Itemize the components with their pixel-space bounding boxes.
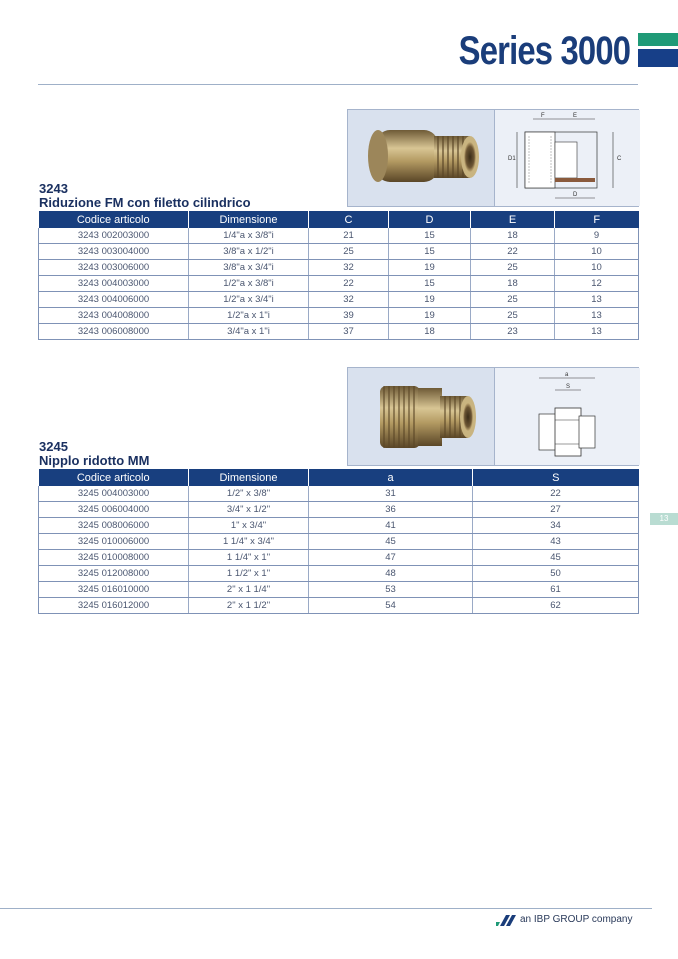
- table-cell: 34: [473, 518, 639, 534]
- table-cell: 1 1/2" x 1": [189, 566, 309, 582]
- table-cell: 41: [309, 518, 473, 534]
- table-cell: 23: [471, 324, 555, 340]
- table-row: [39, 292, 639, 308]
- table-cell: 3245 006004000: [39, 502, 189, 518]
- table-cell: 1" x 3/4": [189, 518, 309, 534]
- table-cell: 19: [389, 260, 471, 276]
- table-cell: 3/4"a x 1"i: [189, 324, 309, 340]
- table-row: [39, 276, 639, 292]
- table-cell: 27: [473, 502, 639, 518]
- dim-label-f: F: [541, 113, 545, 119]
- table-cell: 2" x 1 1/4": [189, 582, 309, 598]
- product-code-3245: 3245: [39, 439, 68, 454]
- product-photo-3245: [348, 368, 494, 465]
- product-name-3243: Riduzione FM con filetto cilindrico: [39, 195, 251, 210]
- table-cell: 3243 004003000: [39, 276, 189, 292]
- table-cell: 18: [471, 276, 555, 292]
- table-cell: 39: [309, 308, 389, 324]
- table-cell: 43: [473, 534, 639, 550]
- table-cell: 62: [473, 598, 639, 614]
- product-image-3243: [347, 109, 639, 207]
- ibp-logo-icon: [496, 915, 518, 926]
- table-cell: 15: [389, 228, 471, 244]
- table-cell: 22: [471, 244, 555, 260]
- table-cell: 15: [389, 276, 471, 292]
- table-cell: 3243 006008000: [39, 324, 189, 340]
- table-row: [39, 244, 639, 260]
- table-cell: 1/2"a x 3/8"i: [189, 276, 309, 292]
- product-code-3243: 3243: [39, 181, 68, 196]
- table-cell: 12: [555, 276, 639, 292]
- table-header-row: [39, 469, 639, 486]
- table-row: [39, 566, 639, 582]
- table-cell: 10: [555, 244, 639, 260]
- table-cell: 1/4"a x 3/8"i: [189, 228, 309, 244]
- dim-label-e: E: [573, 113, 578, 119]
- table-cell: 3245 016010000: [39, 582, 189, 598]
- table-cell: 50: [473, 566, 639, 582]
- table-cell: 3243 003006000: [39, 260, 189, 276]
- table-cell: 3/8"a x 3/4"i: [189, 260, 309, 276]
- table-cell: 3243 003004000: [39, 244, 189, 260]
- header-divider: [38, 84, 638, 85]
- table-cell: 3245 004003000: [39, 486, 189, 502]
- table-cell: 3243 002003000: [39, 228, 189, 244]
- table-cell: 32: [309, 260, 389, 276]
- table-cell: 3245 008006000: [39, 518, 189, 534]
- table-cell: 18: [471, 228, 555, 244]
- dim-label-c: C: [617, 156, 622, 162]
- table-row: [39, 308, 639, 324]
- table-row: [39, 228, 639, 244]
- table-cell: 25: [309, 244, 389, 260]
- table-cell: 3243 004008000: [39, 308, 189, 324]
- table-cell: 45: [473, 550, 639, 566]
- table-row: [39, 598, 639, 614]
- technical-drawing-3245: [494, 368, 640, 465]
- table-cell: 9: [555, 228, 639, 244]
- table-cell: 3245 010006000: [39, 534, 189, 550]
- table-cell: 37: [309, 324, 389, 340]
- table-cell: 13: [555, 308, 639, 324]
- column-header: E: [471, 211, 555, 228]
- table-cell: 13: [555, 324, 639, 340]
- dim-label-s: S: [566, 384, 571, 390]
- table-cell: 32: [309, 292, 389, 308]
- table-cell: 45: [309, 534, 473, 550]
- column-header: S: [473, 469, 639, 486]
- table-cell: 1/2" x 3/8": [189, 486, 309, 502]
- table-cell: 25: [471, 292, 555, 308]
- product-image-3245: [347, 367, 639, 466]
- table-cell: 3245 010008000: [39, 550, 189, 566]
- table-cell: 1 1/4" x 3/4": [189, 534, 309, 550]
- table-cell: 3245 016012000: [39, 598, 189, 614]
- dim-label-d: D: [573, 192, 578, 198]
- table-cell: 36: [309, 502, 473, 518]
- column-header: Codice articolo: [39, 211, 189, 228]
- table-cell: 10: [555, 260, 639, 276]
- column-header: D: [389, 211, 471, 228]
- spec-table-3245: [38, 469, 639, 614]
- table-cell: 21: [309, 228, 389, 244]
- table-cell: 19: [389, 308, 471, 324]
- table-cell: 1/2"a x 1"i: [189, 308, 309, 324]
- table-row: [39, 486, 639, 502]
- table-cell: 19: [389, 292, 471, 308]
- table-cell: 3/4" x 1/2": [189, 502, 309, 518]
- table-cell: 47: [309, 550, 473, 566]
- table-cell: 1 1/4" x 1": [189, 550, 309, 566]
- table-row: [39, 502, 639, 518]
- table-cell: 3243 004006000: [39, 292, 189, 308]
- column-header: a: [309, 469, 473, 486]
- table-cell: 54: [309, 598, 473, 614]
- table-cell: 22: [473, 486, 639, 502]
- table-cell: 2" x 1 1/2": [189, 598, 309, 614]
- dim-label-a: a: [565, 372, 569, 378]
- column-header: Dimensione: [189, 469, 309, 486]
- table-row: [39, 260, 639, 276]
- table-cell: 13: [555, 292, 639, 308]
- table-cell: 18: [389, 324, 471, 340]
- table-cell: 25: [471, 308, 555, 324]
- spec-table-3243: [38, 211, 639, 340]
- table-cell: 1/2"a x 3/4"i: [189, 292, 309, 308]
- product-photo-3243: [348, 110, 494, 206]
- column-header: F: [555, 211, 639, 228]
- table-cell: 61: [473, 582, 639, 598]
- product-name-3245: Nipplo ridotto MM: [39, 453, 150, 468]
- table-cell: 15: [389, 244, 471, 260]
- table-cell: 22: [309, 276, 389, 292]
- table-row: [39, 582, 639, 598]
- page-number-tab: 13: [650, 513, 678, 525]
- table-cell: 48: [309, 566, 473, 582]
- footer-company: an IBP GROUP company: [520, 914, 633, 925]
- column-header: Codice articolo: [39, 469, 189, 486]
- column-header: Dimensione: [189, 211, 309, 228]
- table-cell: 3/8"a x 1/2"i: [189, 244, 309, 260]
- table-cell: 53: [309, 582, 473, 598]
- dim-label-d1: D1: [508, 156, 516, 162]
- technical-drawing-3243: [494, 110, 640, 206]
- column-header: C: [309, 211, 389, 228]
- table-cell: 3245 012008000: [39, 566, 189, 582]
- brand-logo-icon: [638, 33, 678, 67]
- table-row: [39, 518, 639, 534]
- table-row: [39, 534, 639, 550]
- table-cell: 25: [471, 260, 555, 276]
- table-row: [39, 550, 639, 566]
- table-cell: 31: [309, 486, 473, 502]
- footer-divider: [0, 908, 652, 909]
- series-title: Series 3000: [458, 29, 630, 73]
- table-row: [39, 324, 639, 340]
- table-header-row: [39, 211, 639, 228]
